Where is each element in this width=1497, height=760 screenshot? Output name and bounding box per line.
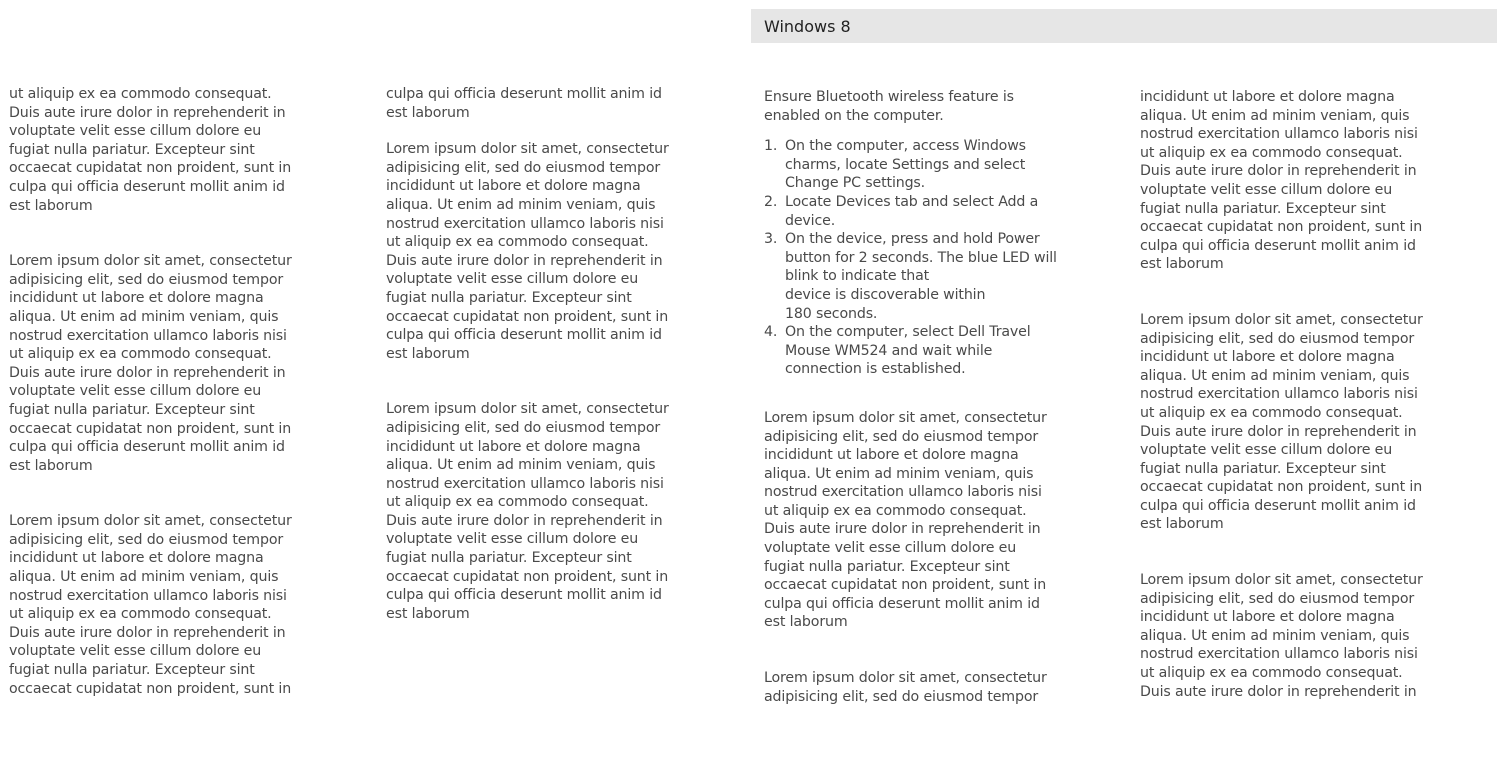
body-paragraph: Lorem ipsum dolor sit amet, consectetur adipisicing elit, sed do eiusmod tempor incididunt ut labore et dolore magna aliqua. Ut enim ad minim veniam, quis nostrud exercitation ullamco laboris nisi ut aliquip ex ea commodo consequat. Duis aute irure dolor in reprehenderit in: [1140, 572, 1423, 700]
body-paragraph: Lorem ipsum dolor sit amet, consectetur adipisicing elit, sed do eiusmod tempor incididunt ut labore et dolore magna aliqua. Ut enim ad minim veniam, quis nostrud exercitation ullamco laboris nisi ut aliquip ex ea commodo consequat. Duis aute irure dolor in reprehenderit in voluptate velit esse cillum dolore eu fugiat nulla pariatur. Excepteur sint occaecat cupidatat non proident, sunt in culpa qui officia deserunt mollit anim id est laborum: [386, 141, 669, 362]
body-paragraph: Lorem ipsum dolor sit amet, consectetur adipisicing elit, sed do eiusmod tempor incididunt ut labore et dolore magna aliqua. Ut enim ad minim veniam, quis nostrud exercitation ullamco laboris nisi ut aliquip ex ea commodo consequat. Duis aute irure dolor in reprehenderit in voluptate velit esse cillum dolore eu fugiat nulla pariatur. Excepteur sint occaecat cupidatat non proident, sunt in culpa qui officia deserunt mollit anim id est laborum: [9, 253, 292, 474]
body-paragraph: ut aliquip ex ea commodo consequat. Duis aute irure dolor in reprehenderit in voluptate velit esse cillum dolore eu fugiat nulla pariatur. Excepteur sint occaecat cupidatat non proident, sunt in culpa qui officia deserunt mollit anim id est laborum: [9, 86, 292, 214]
instruction-step: [764, 137, 1114, 193]
text-column-3: [764, 88, 1114, 706]
step-text: On the computer, select Dell Travel Mouse WM524 and wait while connection is established.: [785, 324, 1031, 378]
section-header-title: Windows 8: [764, 17, 851, 36]
body-paragraph: culpa qui officia deserunt mollit anim id est laborum: [386, 86, 662, 121]
step-number: 1.: [764, 138, 778, 155]
step-number: 3.: [764, 231, 778, 248]
body-paragraph: Lorem ipsum dolor sit amet, consectetur adipisicing elit, sed do eiusmod tempor incididunt ut labore et dolore magna aliqua. Ut enim ad minim veniam, quis nostrud exercitation ullamco laboris nisi ut aliquip ex ea commodo consequat. Duis aute irure dolor in reprehenderit in voluptate velit esse cillum dolore eu fugiat nulla pariatur. Excepteur sint occaecat cupidatat non proident, sunt in culpa qui officia deserunt mollit anim id est laborum: [1140, 311, 1423, 533]
body-paragraph: incididunt ut labore et dolore magna aliqua. Ut enim ad minim veniam, quis nostrud exercitation ullamco laboris nisi ut aliquip ex ea commodo consequat. Duis aute irure dolor in reprehenderit in voluptate velit esse cillum dolore eu fugiat nulla pariatur. Excepteur sint occaecat cupidatat non proident, sunt in culpa qui officia deserunt mollit anim id est laborum: [1140, 89, 1423, 273]
body-paragraph: Lorem ipsum dolor sit amet, consectetur adipisicing elit, sed do eiusmod tempor incididunt ut labore et dolore magna aliqua. Ut enim ad minim veniam, quis nostrud exercitation ullamco laboris nisi ut aliquip ex ea commodo consequat. Duis aute irure dolor in reprehenderit in voluptate velit esse cillum dolore eu fugiat nulla pariatur. Excepteur sint occaecat cupidatat non proident, sunt in: [9, 513, 292, 697]
step-number: 4.: [764, 324, 778, 341]
text-column-4: [1140, 88, 1485, 701]
instruction-step: [764, 193, 1114, 230]
body-paragraph: Lorem ipsum dolor sit amet, consectetur adipisicing elit, sed do eiusmod tempor incididunt ut labore et dolore magna aliqua. Ut enim ad minim veniam, quis nostrud exercitation ullamco laboris nisi ut aliquip ex ea commodo consequat. Duis aute irure dolor in reprehenderit in voluptate velit esse cillum dolore eu fugiat nulla pariatur. Excepteur sint occaecat cupidatat non proident, sunt in culpa qui officia deserunt mollit anim id est laborum: [386, 401, 669, 622]
instruction-steps-list: [764, 137, 1114, 379]
section-header-bar: [751, 9, 1497, 43]
intro-paragraph: Ensure Bluetooth wireless feature is enabled on the computer.: [764, 89, 1014, 124]
step-text: Locate Devices tab and select Add a device.: [785, 193, 1039, 229]
body-paragraph: Lorem ipsum dolor sit amet, consectetur adipisicing elit, sed do eiusmod tempor: [764, 670, 1047, 705]
step-number: 2.: [764, 193, 778, 210]
instruction-step: [764, 323, 1114, 379]
body-paragraph: Lorem ipsum dolor sit amet, consectetur adipisicing elit, sed do eiusmod tempor incididunt ut labore et dolore magna aliqua. Ut enim ad minim veniam, quis nostrud exercitation ullamco laboris nisi ut aliquip ex ea commodo consequat. Duis aute irure dolor in reprehenderit in voluptate velit esse cillum dolore eu fugiat nulla pariatur. Excepteur sint occaecat cupidatat non proident, sunt in culpa qui officia deserunt mollit anim id est laborum: [764, 409, 1047, 631]
step-text: On the computer, access Windows charms, locate Settings and select Change PC settings.: [785, 138, 1026, 192]
step-text: On the device, press and hold Power button for 2 seconds. The blue LED will blink to indicate that device is discoverable within 180 seconds.: [785, 231, 1057, 322]
text-column-2: [386, 85, 731, 623]
instruction-step: [764, 230, 1114, 323]
text-column-1: [9, 85, 359, 698]
